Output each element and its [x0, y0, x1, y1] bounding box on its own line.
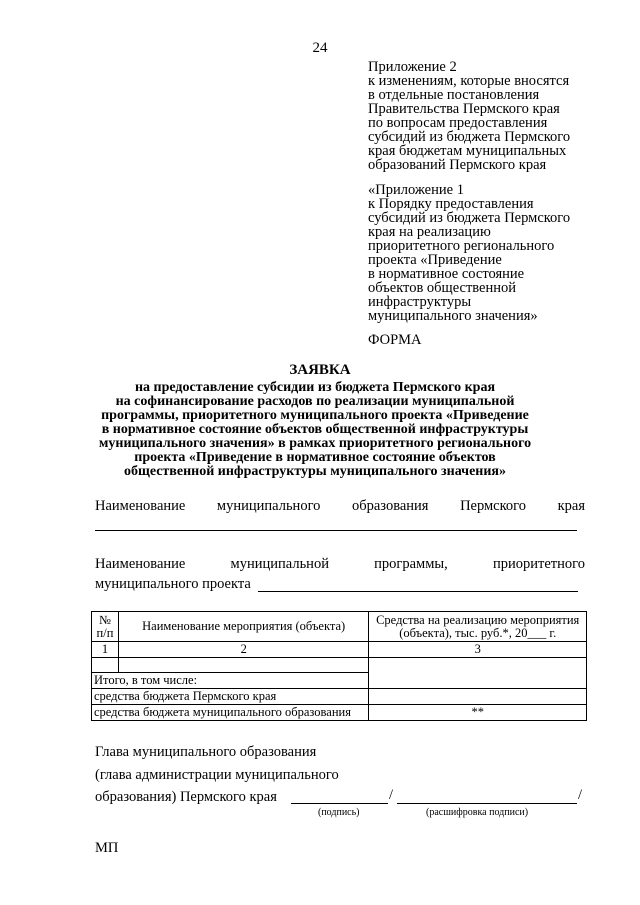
head-title-line3: образования) Пермского края [95, 789, 277, 805]
program-word: приоритетного [492, 556, 585, 572]
page-number: 24 [312, 40, 328, 56]
mo-name-label [95, 498, 585, 515]
signature-field-line[interactable] [291, 803, 388, 804]
mo-word: муниципального [216, 498, 321, 514]
subtitle-line: в нормативное состояние объектов общественной инфраструктуры [101, 422, 529, 437]
mo-word: образования [351, 498, 429, 514]
subtitle-line: муниципального значения» в рамках приоритетного регионального [98, 436, 532, 451]
annex-line: Приложение 2 [368, 59, 457, 75]
annex-sub-line: в нормативное состояние [368, 266, 525, 282]
header-num: № п/п [92, 612, 119, 642]
annex-line: по вопросам предоставления [368, 115, 548, 131]
annex-sub-header [368, 183, 628, 323]
program-word: программы, [374, 556, 448, 572]
annex-header [368, 60, 628, 172]
slash-separator: / [389, 787, 394, 803]
annex-sub-line: «Приложение 1 [368, 182, 464, 198]
index-cell: 1 [92, 642, 119, 658]
signature-decode-field-line[interactable] [397, 803, 577, 804]
regional-budget-value[interactable] [369, 689, 587, 705]
document-subtitle [80, 381, 550, 479]
table-index-row [92, 642, 587, 658]
regional-budget-label: средства бюджета Пермского края [92, 689, 369, 705]
annex-sub-line: проекта «Приведение [368, 252, 502, 268]
table-row [92, 658, 587, 673]
annex-sub-line: инфраструктуры [368, 294, 472, 310]
index-cell: 3 [369, 642, 587, 658]
table-row [92, 705, 587, 721]
annex-sub-line: к Порядку предоставления [368, 196, 534, 212]
annex-line: образований Пермского края [368, 157, 547, 173]
mo-word: Пермского [460, 498, 527, 514]
municipal-budget-value[interactable]: ** [369, 705, 587, 721]
mo-word: края [557, 498, 585, 514]
annex-line: в отдельные постановления [368, 87, 540, 103]
table-cell[interactable] [92, 658, 119, 673]
annex-line: Правительства Пермского края [368, 101, 560, 117]
subtitle-line: на предоставление субсидии из бюджета Пермского края [134, 380, 496, 395]
document-title: ЗАЯВКА [289, 362, 351, 378]
subtitle-line: общественной инфраструктуры муниципального значения» [124, 464, 506, 479]
slash-separator: / [578, 787, 583, 803]
mo-name-field-line[interactable] [95, 530, 577, 531]
program-name-label [95, 556, 585, 573]
head-title-line2: (глава администрации муниципального [95, 767, 339, 783]
table-row [92, 689, 587, 705]
annex-sub-line: приоритетного регионального [368, 238, 555, 254]
signature-decode-caption: (расшифровка подписи) [426, 807, 529, 818]
program-word: Наименование [95, 556, 186, 572]
program-name-field-line[interactable] [258, 591, 578, 592]
table-header-row [92, 612, 587, 642]
header-name: Наименование мероприятия (объекта) [118, 612, 368, 642]
funding-table [91, 611, 587, 721]
head-title-line1: Глава муниципального образования [95, 744, 317, 760]
mo-word: Наименование [95, 498, 186, 514]
subtitle-line: проекта «Приведение в нормативное состояние объектов [134, 450, 496, 465]
annex-sub-line: муниципального значения» [368, 308, 538, 324]
annex-line: к изменениям, которые вносятся [368, 73, 570, 89]
annex-sub-line: края на реализацию [368, 224, 491, 240]
stamp-place: МП [95, 840, 119, 856]
annex-sub-line: субсидий из бюджета Пермского [368, 210, 571, 226]
program-word: муниципальной [230, 556, 329, 572]
program-name-label-line2: муниципального проекта [95, 576, 251, 592]
subtitle-line: программы, приоритетного муниципального проекта «Приведение [101, 408, 529, 423]
total-label: Итого, в том числе: [92, 673, 369, 689]
table-cell[interactable] [118, 658, 368, 673]
form-label: ФОРМА [368, 332, 422, 348]
index-cell: 2 [118, 642, 368, 658]
header-funds: Средства на реализацию мероприятия (объекта), тыс. руб.*, 20___ г. [369, 612, 587, 642]
annex-sub-line: объектов общественной [368, 280, 517, 296]
annex-line: края бюджетам муниципальных [368, 143, 567, 159]
table-cell[interactable] [369, 658, 587, 689]
signature-caption: (подпись) [318, 807, 360, 818]
annex-line: субсидий из бюджета Пермского [368, 129, 571, 145]
subtitle-line: на софинансирование расходов по реализации муниципальной [115, 394, 515, 409]
municipal-budget-label: средства бюджета муниципального образования [92, 705, 369, 721]
